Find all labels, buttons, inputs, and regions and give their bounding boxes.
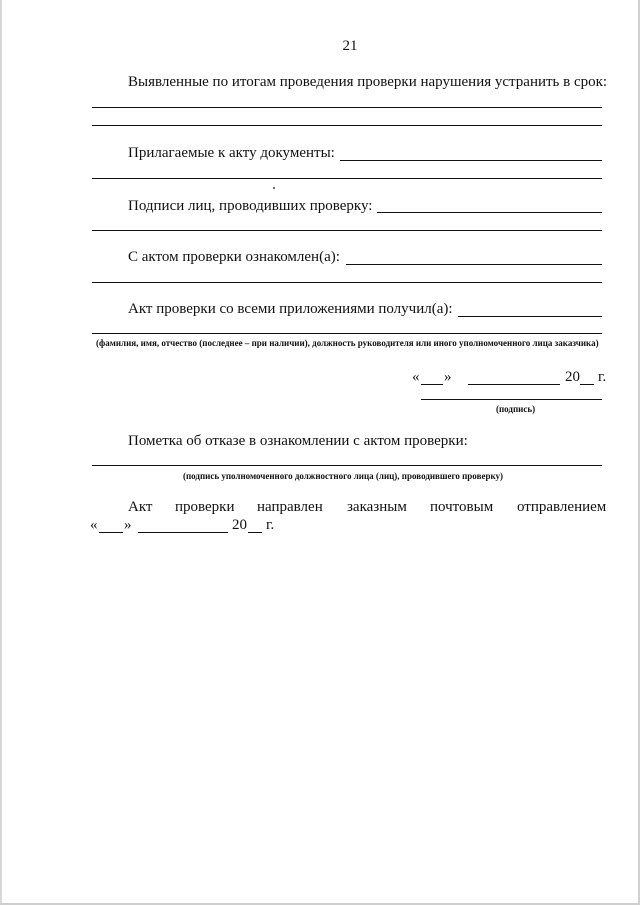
mail-word-4: заказным: [347, 499, 407, 515]
acquainted-line-2: [92, 282, 602, 283]
authorized-official-caption: (подпись уполномоченного должностного лица (лиц), проводившего проверку): [183, 471, 504, 481]
received-label: Акт проверки со всеми приложениями получил(а):: [128, 301, 453, 317]
mail-date-year-blank: [248, 532, 262, 533]
refusal-note-label: Пометка об отказе в ознакомлении с актом проверки:: [128, 433, 468, 449]
signature-caption: (подпись): [496, 404, 536, 414]
mail-word-5: почтовым: [430, 499, 494, 515]
page-number: 21: [342, 38, 358, 54]
attached-documents-line-1: [340, 160, 602, 161]
attached-documents-line-2: [92, 178, 602, 179]
date-day-blank: [421, 384, 443, 385]
scan-speck: [273, 187, 275, 189]
mail-date-close-quote: »: [124, 517, 132, 533]
signature-line: [421, 399, 602, 400]
refusal-note-line: [92, 465, 602, 466]
date-close-quote: »: [444, 369, 452, 385]
violations-deadline-line-1: [92, 107, 602, 108]
date-year-blank: [580, 384, 594, 385]
inspectors-signatures-line-1: [377, 212, 602, 213]
mail-word-2: проверки: [175, 499, 235, 515]
mail-word-1: Акт: [128, 499, 153, 515]
inspectors-signatures-line-2: [92, 230, 602, 231]
mail-word-6: отправлением: [517, 499, 607, 515]
attached-documents-label: Прилагаемые к акту документы:: [128, 145, 335, 161]
received-line-2: [92, 333, 602, 334]
violations-deadline-label: Выявленные по итогам проведения проверки нарушения устранить в срок:: [128, 74, 608, 90]
date-month-blank: [468, 384, 560, 385]
acquainted-label: С актом проверки ознакомлен(а):: [128, 249, 340, 265]
date-year-suffix: г.: [598, 369, 607, 385]
received-line-1: [458, 316, 602, 317]
acquainted-line-1: [346, 264, 602, 265]
date-year-prefix: 20: [565, 369, 580, 385]
customer-representative-caption: (фамилия, имя, отчество (последнее – при наличии), должность руководителя или иного уполномоченного лица заказчика): [96, 338, 599, 348]
violations-deadline-line-2: [92, 125, 602, 126]
mail-date-year-suffix: г.: [266, 517, 275, 533]
mail-date-month-blank: [138, 532, 228, 533]
scan-edge-left: [0, 0, 2, 905]
mail-word-3: направлен: [257, 499, 323, 515]
mail-date-year-prefix: 20: [232, 517, 247, 533]
mail-date-open-quote: «: [90, 517, 98, 533]
mail-date-day-blank: [99, 532, 123, 533]
date-open-quote: «: [412, 369, 420, 385]
inspectors-signatures-label: Подписи лиц, проводивших проверку:: [128, 198, 373, 214]
